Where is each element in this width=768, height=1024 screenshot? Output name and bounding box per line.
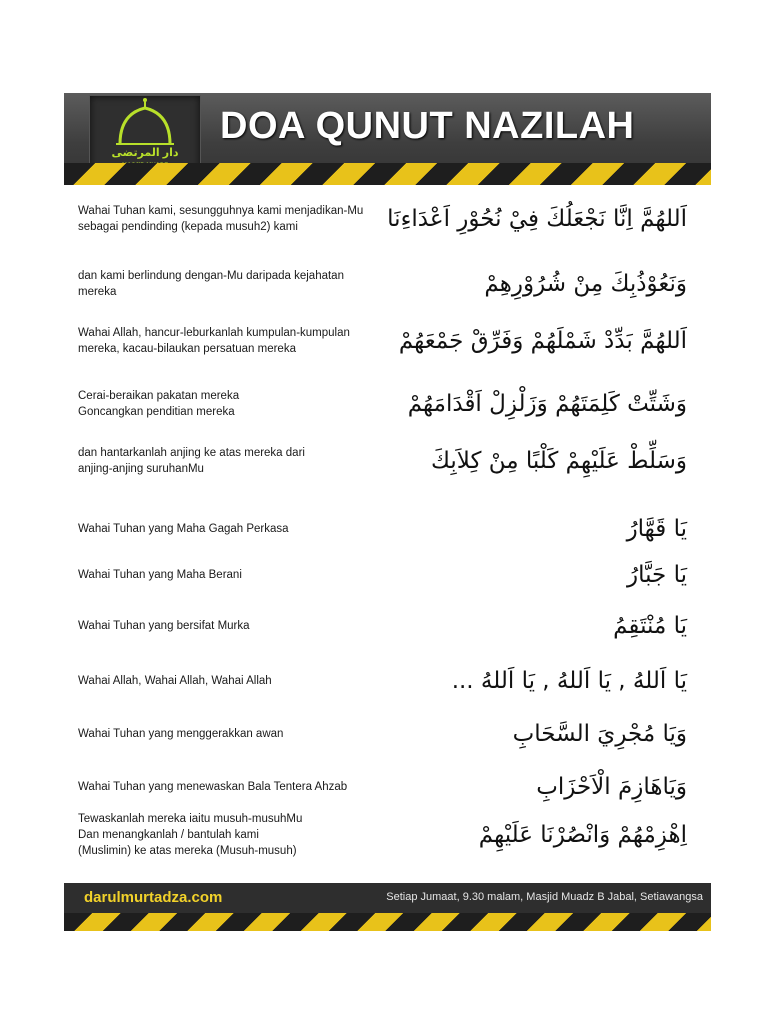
malay-translation bbox=[78, 268, 398, 300]
hazard-stripe-top bbox=[64, 163, 711, 185]
arabic-verse: اَللهُمَّ اِنَّا نَجْعَلُكَ فِيْ نُحُوْرِ اَعْدَاءِنَا bbox=[387, 206, 687, 232]
malay-line: (Muslimin) ke atas mereka (Musuh-musuh) bbox=[78, 845, 297, 857]
website-link[interactable]: darulmurtadza.com bbox=[84, 889, 223, 906]
malay-line: Cerai-beraikan pakatan mereka bbox=[78, 390, 240, 402]
arabic-verse: يَا قَهَّارُ bbox=[626, 516, 687, 542]
arabic-verse: يَا اَللهُ , يَا اَللهُ , يَا اَللهُ ... bbox=[451, 668, 687, 694]
malay-line: mereka bbox=[78, 286, 117, 298]
malay-line: dan hantarkanlah anjing ke atas mereka dari bbox=[78, 447, 305, 459]
arabic-verse: وَسَلِّطْ عَلَيْهِمْ كَلْبًا مِنْ كِلاَبِكَ bbox=[430, 448, 687, 474]
malay-translation bbox=[78, 203, 398, 235]
malay-line: Wahai Tuhan yang bersifat Murka bbox=[78, 620, 250, 632]
malay-line: Goncangkan penditian mereka bbox=[78, 406, 235, 418]
malay-line: sebagai pendinding (kepada musuh2) kami bbox=[78, 221, 298, 233]
arabic-verse: وَيَا مُجْرِيَ السَّحَابِ bbox=[512, 721, 687, 747]
arabic-verse: يَا جَبَّارُ bbox=[627, 562, 687, 588]
arabic-verse: وَنَعُوْذُبِكَ مِنْ شُرُوْرِهِمْ bbox=[484, 271, 687, 297]
prayer-row bbox=[64, 708, 711, 760]
malay-translation bbox=[78, 325, 398, 357]
malay-line: Wahai Tuhan kami, sesungguhnya kami menjadikan-Mu bbox=[78, 205, 364, 217]
prayer-row bbox=[64, 435, 711, 487]
header-banner bbox=[64, 93, 711, 185]
malay-translation bbox=[78, 673, 398, 689]
malay-translation bbox=[78, 567, 398, 583]
malay-line: Dan menangkanlah / bantulah kami bbox=[78, 829, 259, 841]
malay-line: dan kami berlindung dengan-Mu daripada kejahatan bbox=[78, 270, 344, 282]
page-title: DOA QUNUT NAZILAH bbox=[220, 105, 635, 147]
prayer-row bbox=[64, 315, 711, 367]
malay-translation bbox=[78, 726, 398, 742]
arabic-verse: وَشَتِّتْ كَلِمَتَهُمْ وَزَلْزِلْ اَقْدَامَهُمْ bbox=[407, 391, 687, 417]
logo-arabic-text: دار المرتضى bbox=[111, 147, 179, 159]
malay-line: Wahai Tuhan yang menewaskan Bala Tentera Ahzab bbox=[78, 781, 348, 793]
prayer-row bbox=[64, 809, 711, 861]
malay-translation bbox=[78, 779, 398, 795]
malay-translation bbox=[78, 445, 398, 477]
prayer-row bbox=[64, 503, 711, 555]
prayer-row bbox=[64, 193, 711, 245]
malay-line: Tewaskanlah mereka iaitu musuh-musuhMu bbox=[78, 813, 303, 825]
malay-line: Wahai Allah, hancur-leburkanlah kumpulan-kumpulan bbox=[78, 327, 350, 339]
prayer-row bbox=[64, 761, 711, 813]
prayer-row bbox=[64, 600, 711, 652]
poster bbox=[64, 93, 711, 931]
malay-line: Wahai Tuhan yang menggerakkan awan bbox=[78, 728, 284, 740]
malay-line: Wahai Tuhan yang Maha Berani bbox=[78, 569, 242, 581]
malay-translation bbox=[78, 388, 398, 420]
malay-translation bbox=[78, 521, 398, 537]
malay-line: Wahai Allah, Wahai Allah, Wahai Allah bbox=[78, 675, 272, 687]
prayer-row bbox=[64, 258, 711, 310]
hazard-stripe-bottom bbox=[64, 913, 711, 931]
prayer-row bbox=[64, 549, 711, 601]
malay-line: mereka, kacau-bilaukan persatuan mereka bbox=[78, 343, 296, 355]
schedule-text: Setiap Jumaat, 9.30 malam, Masjid Muadz B Jabal, Setiawangsa bbox=[386, 891, 703, 903]
malay-translation bbox=[78, 618, 398, 634]
footer-banner bbox=[64, 883, 711, 931]
arabic-verse: اِهْزِمْهُمْ وَانْصُرْنَا عَلَيْهِمْ bbox=[478, 822, 687, 848]
arabic-verse: يَا مُنْتَقِمُ bbox=[613, 613, 687, 639]
arabic-verse: اَللهُمَّ بَدِّدْ شَمْلَهُمْ وَفَرِّقْ جَمْعَهُمْ bbox=[398, 328, 687, 354]
prayer-row bbox=[64, 655, 711, 707]
malay-translation bbox=[78, 811, 398, 859]
arabic-verse: وَيَاهَازِمَ الْاَحْزَابِ bbox=[536, 774, 687, 800]
malay-line: anjing-anjing suruhanMu bbox=[78, 463, 204, 475]
malay-line: Wahai Tuhan yang Maha Gagah Perkasa bbox=[78, 523, 289, 535]
prayer-row bbox=[64, 378, 711, 430]
